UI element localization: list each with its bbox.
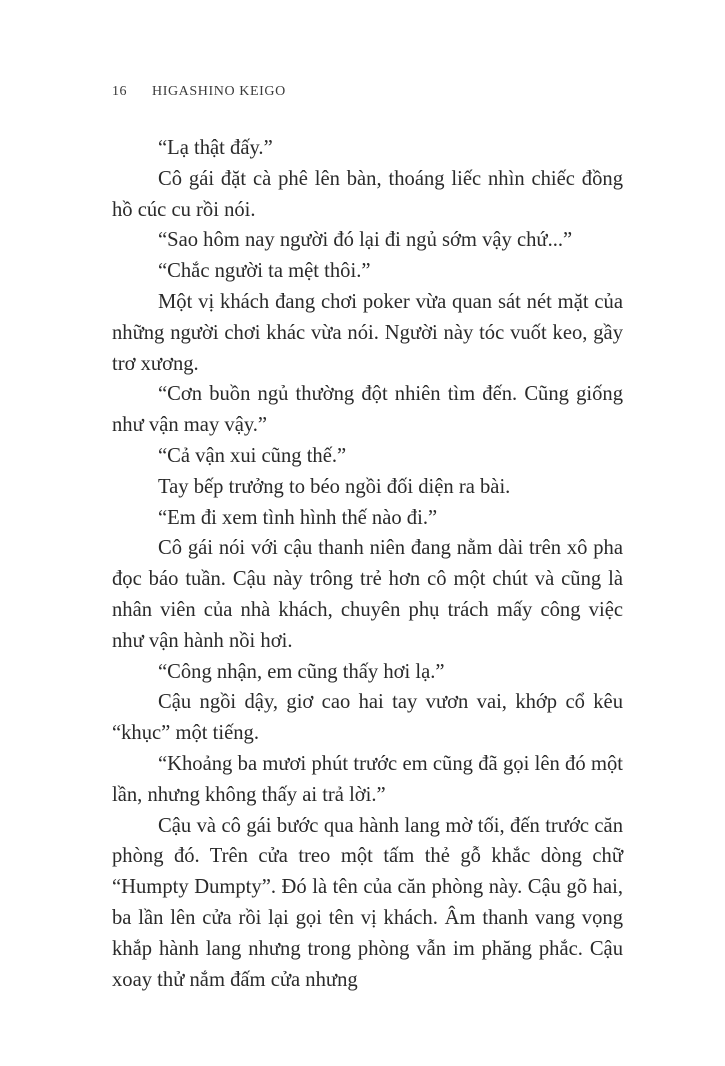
paragraph: “Cơn buồn ngủ thường đột nhiên tìm đến. Cũng giống như vận may vậy.” — [112, 383, 623, 437]
paragraph: “Em đi xem tình hình thế nào đi.” — [158, 506, 438, 529]
author-name: HIGASHINO KEIGO — [152, 84, 286, 99]
paragraph: “Chắc người ta mệt thôi.” — [158, 260, 371, 283]
paragraph: “Lạ thật đấy.” — [158, 137, 273, 159]
page-number: 16 — [112, 84, 127, 99]
body-text — [112, 133, 623, 995]
paragraph: Tay bếp trưởng to béo ngồi đối diện ra bài. — [158, 475, 511, 498]
running-head — [112, 84, 286, 100]
paragraph: “Khoảng ba mươi phút trước em cũng đã gọi lên đó một lần, nhưng không thấy ai trả lời.” — [112, 752, 623, 806]
paragraph: Cậu và cô gái bước qua hành lang mờ tối, đến trước căn phòng đó. Trên cửa treo một tấm thẻ gỗ khắc dòng chữ “Humpty Dumpty”. Đó là tên của căn phòng này. Cậu gõ hai, ba lần lên cửa rồi lại gọi tên vị khách. Âm thanh vang vọng khắp hành lang nhưng trong phòng vẫn im phăng phắc. Cậu xoay thử nắm đấm cửa nhưng — [112, 814, 623, 991]
paragraph: Cô gái nói với cậu thanh niên đang nằm dài trên xô pha đọc báo tuần. Cậu này trông trẻ hơn cô một chút và cũng là nhân viên của nhà khách, chuyên phụ trách mấy công việc như vận hành nồi hơi. — [112, 537, 623, 652]
paragraph: Cô gái đặt cà phê lên bàn, thoáng liếc nhìn chiếc đồng hồ cúc cu rồi nói. — [112, 167, 623, 221]
paragraph: “Sao hôm nay người đó lại đi ngủ sớm vậy chứ...” — [158, 229, 573, 252]
paragraph: “Công nhận, em cũng thấy hơi lạ.” — [158, 660, 445, 683]
paragraph: Một vị khách đang chơi poker vừa quan sát nét mặt của những người chơi khác vừa nói. Người này tóc vuốt keo, gầy trơ xương. — [112, 290, 623, 375]
paragraph: “Cả vận xui cũng thế.” — [158, 444, 347, 467]
paragraph: Cậu ngồi dậy, giơ cao hai tay vươn vai, khớp cổ kêu “khục” một tiếng. — [112, 691, 623, 745]
